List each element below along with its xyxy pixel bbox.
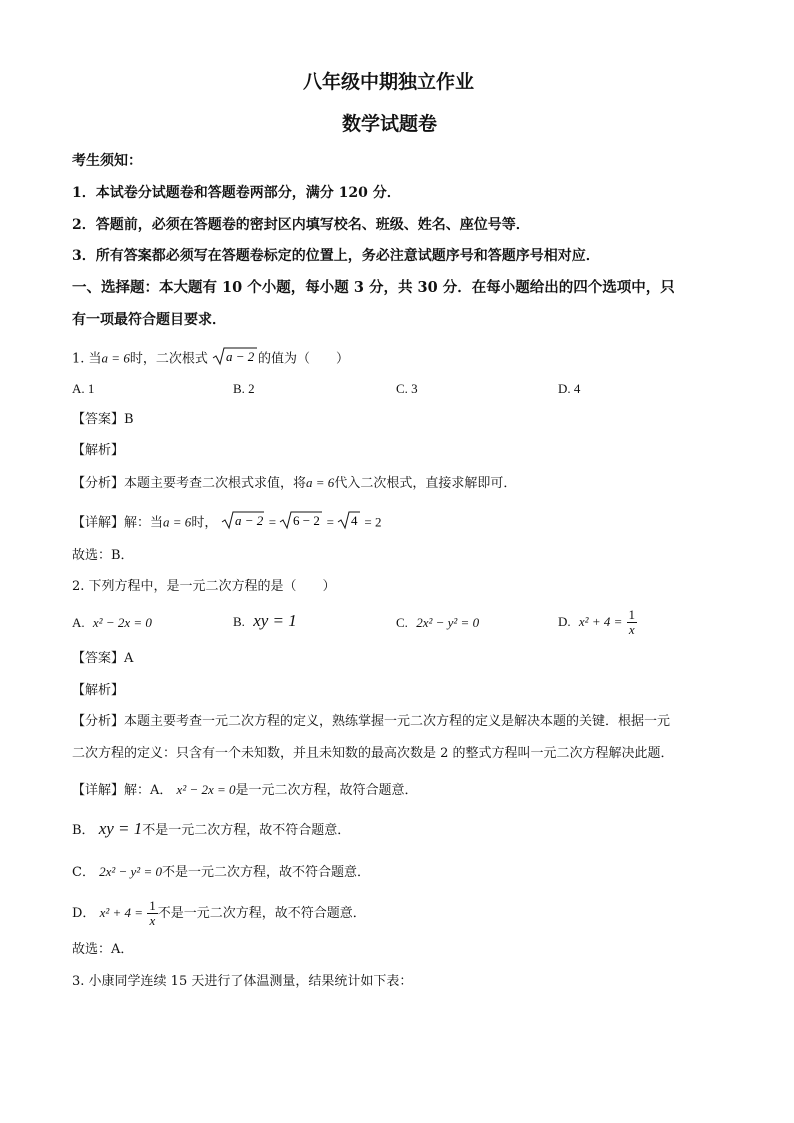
q1-option-c: C. 3 bbox=[396, 381, 418, 396]
option-math: x² − 2x = 0 bbox=[92, 615, 152, 630]
fraction bbox=[627, 608, 638, 637]
fraction-denominator: x bbox=[628, 622, 635, 637]
q1-fenxi bbox=[72, 474, 516, 493]
question-2-stem: 2. 下列方程中，是一元二次方程的是（ ） bbox=[72, 579, 336, 594]
detail-text: C． bbox=[72, 865, 95, 880]
q2-detail-a bbox=[72, 781, 418, 800]
fenxi-text: 本题主要考查二次根式求值，将 bbox=[124, 476, 307, 491]
detail-math: x² − 2x = 0 bbox=[176, 782, 236, 797]
fenxi-tag: 【分析】 bbox=[72, 476, 125, 491]
q2-detail-b bbox=[72, 820, 350, 840]
q1-radical bbox=[212, 346, 258, 372]
notice-item-1: 1．本试卷分试题卷和答题卷两部分，满分 120 分． bbox=[72, 185, 401, 201]
option-label: C. bbox=[396, 615, 408, 630]
radicand-3: 4 bbox=[351, 513, 358, 528]
answer-value: A bbox=[124, 651, 134, 666]
q1-prefix: 1. 当 bbox=[72, 351, 102, 367]
q1-suffix: 的值为（ ） bbox=[257, 351, 349, 367]
radicand-1: a − 2 bbox=[235, 513, 264, 528]
page-subtitle: 数学试题卷 bbox=[342, 113, 438, 135]
question-3-stem: 3. 小康同学连续 15 天进行了体温测量，结果统计如下表： bbox=[72, 974, 413, 989]
detail-text: 解：当 bbox=[124, 515, 164, 531]
fenxi-text: 本题主要考查一元二次方程的定义，熟练掌握一元二次方程的定义是解决本题的关键．根据一元 bbox=[124, 714, 671, 729]
fraction-numerator: 1 bbox=[628, 607, 636, 622]
detail-math: x² + 4 = bbox=[99, 905, 144, 920]
fraction-denominator: x bbox=[149, 913, 156, 928]
q2-analysis-tag: 【解析】 bbox=[72, 683, 125, 698]
option-math: xy = 1 bbox=[253, 611, 297, 630]
radicand-2: 6 − 2 bbox=[293, 513, 321, 528]
option-label: A. bbox=[72, 615, 85, 630]
q2-fenxi-line-2: 二次方程的定义：只含有一个未知数，并且未知数的最高次数是 2 的整式方程叫一元二次方程解决此题． bbox=[72, 746, 674, 761]
notice-item-3: 3．所有答案都必须写在答题卷标定的位置上，务必注意试题序号和答题序号相对应． bbox=[72, 248, 600, 264]
q2-fenxi-line-1 bbox=[72, 713, 670, 731]
q2-choose: 故选：A． bbox=[72, 942, 134, 957]
notice-heading: 考生须知： bbox=[72, 153, 142, 169]
radical-sign-icon bbox=[221, 510, 265, 530]
q2-option-a bbox=[72, 614, 152, 633]
fraction bbox=[147, 899, 158, 928]
detail-radical-3 bbox=[337, 510, 361, 536]
q2-detail-d bbox=[72, 896, 366, 931]
equals-3: = 2 bbox=[361, 514, 382, 530]
section-heading-line-2: 有一项最符合题目要求． bbox=[72, 312, 226, 328]
detail-text-mid: 时， bbox=[191, 515, 218, 531]
equals-1: = bbox=[265, 514, 280, 530]
q1-radicand: a − 2 bbox=[225, 349, 255, 364]
answer-tag: 【答案】 bbox=[72, 651, 125, 666]
q2-option-b bbox=[233, 612, 297, 632]
detail-math: 2x² − y² = 0 bbox=[99, 864, 162, 879]
question-1-stem bbox=[72, 346, 349, 372]
q1-answer bbox=[72, 411, 134, 429]
detail-text-end: 是一元二次方程，故符合题意． bbox=[235, 783, 418, 798]
detail-text: 解：A． bbox=[124, 783, 173, 798]
q2-option-d bbox=[558, 606, 637, 639]
q1-option-d: D. 4 bbox=[558, 381, 581, 396]
q1-condition: a = 6 bbox=[101, 350, 130, 366]
option-label: B. bbox=[233, 614, 245, 629]
fraction-numerator: 1 bbox=[149, 898, 156, 913]
page-title: 八年级中期独立作业 bbox=[303, 71, 475, 93]
detail-math: xy = 1 bbox=[98, 819, 143, 838]
section-heading-line-1: 一、选择题：本大题有 10 个小题，每小题 3 分，共 30 分．在每小题给出的四个选项中，只 bbox=[72, 279, 675, 296]
q2-detail-c bbox=[72, 863, 370, 882]
q1-analysis-tag: 【解析】 bbox=[72, 443, 125, 458]
detail-radical-2 bbox=[279, 510, 323, 536]
detail-text: B． bbox=[72, 823, 95, 838]
detail-radical-1 bbox=[221, 510, 265, 536]
q1-option-b: B. 2 bbox=[233, 381, 255, 396]
q1-mid: 时，二次根式 bbox=[129, 351, 208, 367]
q2-option-c bbox=[396, 614, 479, 633]
answer-tag: 【答案】 bbox=[72, 412, 125, 427]
q2-answer bbox=[72, 650, 133, 668]
answer-value: B bbox=[124, 412, 134, 427]
radical-sign-icon bbox=[337, 510, 361, 530]
fenxi-math: a = 6 bbox=[306, 475, 335, 490]
detail-math: a = 6 bbox=[163, 514, 192, 530]
fenxi-tag: 【分析】 bbox=[72, 714, 125, 729]
option-math: x² + 4 = bbox=[578, 614, 623, 629]
q1-option-a: A. 1 bbox=[72, 381, 95, 396]
detail-text-end: 不是一元二次方程，故不符合题意． bbox=[157, 906, 366, 921]
detail-text-end: 不是一元二次方程，故不符合题意． bbox=[142, 823, 351, 838]
fenxi-text-end: 代入二次根式，直接求解即可． bbox=[334, 476, 517, 491]
notice-item-2: 2．答题前，必须在答题卷的密封区内填写校名、班级、姓名、座位号等． bbox=[72, 217, 530, 233]
radical-sign-icon bbox=[212, 346, 258, 366]
detail-text: D． bbox=[72, 906, 96, 921]
equals-2: = bbox=[323, 514, 338, 530]
q1-choose: 故选：B． bbox=[72, 548, 134, 563]
detail-tag: 【详解】 bbox=[72, 515, 125, 531]
option-label: D. bbox=[558, 614, 571, 629]
q1-detail bbox=[72, 510, 382, 536]
detail-tag: 【详解】 bbox=[72, 783, 125, 798]
radical-sign-icon bbox=[279, 510, 323, 530]
option-math: 2x² − y² = 0 bbox=[416, 615, 480, 630]
detail-text-end: 不是一元二次方程，故不符合题意． bbox=[161, 865, 370, 880]
